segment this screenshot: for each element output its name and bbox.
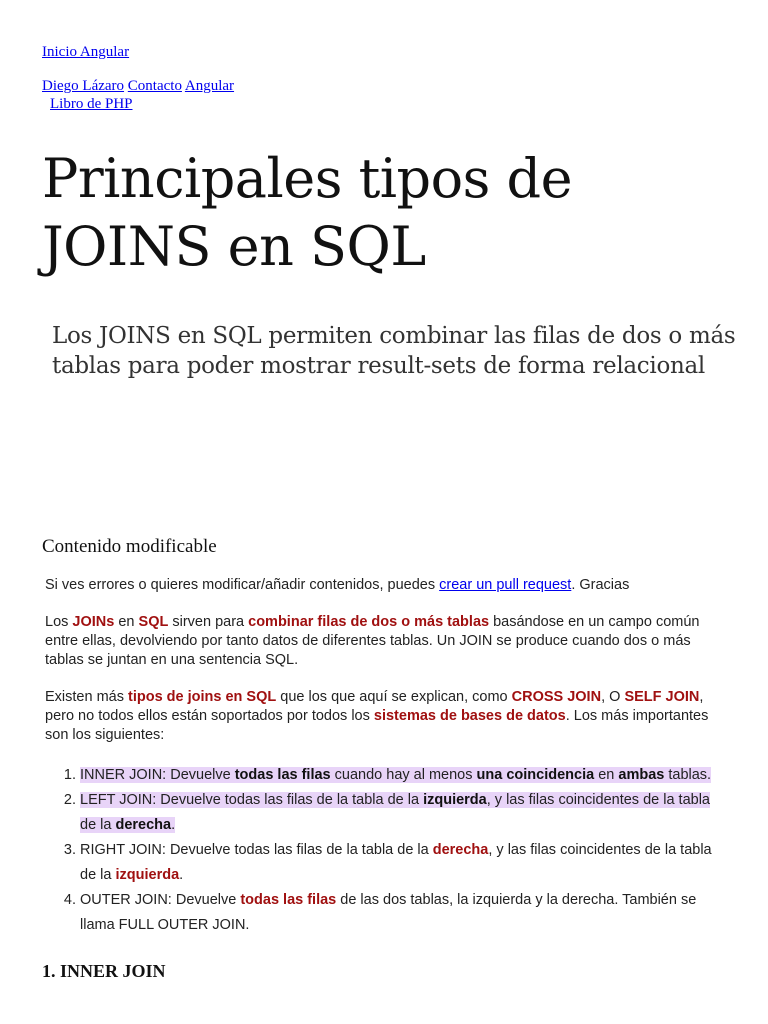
contact-link[interactable]: Contacto xyxy=(127,78,182,94)
bold-text: derecha xyxy=(115,817,172,833)
bold-text: todas las filas xyxy=(234,767,331,783)
text: Los xyxy=(45,614,73,630)
list-item-outer-join xyxy=(80,888,725,938)
text: cuando hay al menos xyxy=(330,767,477,783)
highlight-dbms: sistemas de bases de datos xyxy=(373,708,566,724)
selected-text xyxy=(80,792,710,833)
text: LEFT JOIN: Devuelve todas las filas de la tabla de la xyxy=(80,792,424,808)
highlight-text: todas las filas xyxy=(240,892,337,908)
editable-notice xyxy=(45,576,725,595)
text: , O xyxy=(601,689,625,705)
highlight-text: izquierda xyxy=(115,867,180,883)
inner-join-heading: 1. INNER JOIN xyxy=(42,961,166,981)
selected-text xyxy=(80,767,711,783)
highlight-cross-join: CROSS JOIN xyxy=(511,689,602,705)
text: , y las filas coincidentes de la tabla de la xyxy=(80,842,712,883)
bold-text: ambas xyxy=(618,767,665,783)
text: sirven para xyxy=(168,614,249,630)
list-item-left-join xyxy=(80,788,725,838)
text: basándose en un campo común entre ellas, devolviendo por tanto datos de diferentes tablas. Un JOIN se produce cuando dos o más tablas se juntan en una sentencia SQL. xyxy=(45,614,700,668)
home-link[interactable]: Inicio Angular xyxy=(42,44,130,60)
text: de las dos tablas, la izquierda y la derecha. También se llama FULL OUTER JOIN. xyxy=(80,892,697,933)
highlight-joins: JOINs xyxy=(72,614,115,630)
intro-paragraph xyxy=(45,613,725,670)
highlight-combine: combinar filas de dos o más tablas xyxy=(248,614,490,630)
author-link[interactable]: Diego Lázaro xyxy=(42,78,125,94)
notice-text: Si ves errores o quieres modificar/añadir contenidos, puedes xyxy=(45,577,440,593)
highlight-sql: SQL xyxy=(138,614,169,630)
text: tablas. xyxy=(664,767,712,783)
bold-text: una coincidencia xyxy=(476,767,595,783)
types-paragraph xyxy=(45,688,725,745)
bold-text: izquierda xyxy=(423,792,487,808)
angular-link[interactable]: Angular xyxy=(184,78,235,94)
highlight-self-join: SELF JOIN xyxy=(624,689,700,705)
top-nav xyxy=(42,43,129,61)
text: RIGHT JOIN: Devuelve todas las filas de la tabla de la xyxy=(80,842,433,858)
text: , pero no todos ellos están soportados por todos los xyxy=(45,689,704,724)
text: en xyxy=(594,767,619,783)
list-item-inner-join xyxy=(80,763,725,788)
text: . xyxy=(179,867,184,883)
pull-request-link[interactable]: crear un pull request xyxy=(439,577,572,593)
highlight-join-types: tipos de joins en SQL xyxy=(128,689,277,705)
secondary-nav xyxy=(42,77,234,113)
page-subtitle: Los JOINS en SQL permiten combinar las filas de dos o más tablas para poder mostrar result-sets de forma relacional xyxy=(52,323,736,379)
highlight-text: derecha xyxy=(432,842,489,858)
text: OUTER JOIN: Devuelve xyxy=(80,892,241,908)
text: Existen más xyxy=(45,689,128,705)
article-body xyxy=(45,576,725,938)
list-item-right-join xyxy=(80,838,725,888)
text: INNER JOIN: Devuelve xyxy=(80,767,235,783)
section-title: Contenido modificable xyxy=(42,536,217,557)
page-title: Principales tipos de JOINS en SQL xyxy=(42,147,573,278)
notice-text-end: . Gracias xyxy=(571,577,630,593)
text: . Los más importantes son los siguientes: xyxy=(45,708,709,743)
text: , y las filas coincidentes de la tabla de la xyxy=(80,792,710,833)
php-book-link[interactable]: Libro de PHP xyxy=(50,96,133,112)
text: . xyxy=(171,817,176,833)
text: en xyxy=(114,614,139,630)
join-types-list xyxy=(45,763,725,938)
text: que los que aquí se explican, como xyxy=(276,689,512,705)
